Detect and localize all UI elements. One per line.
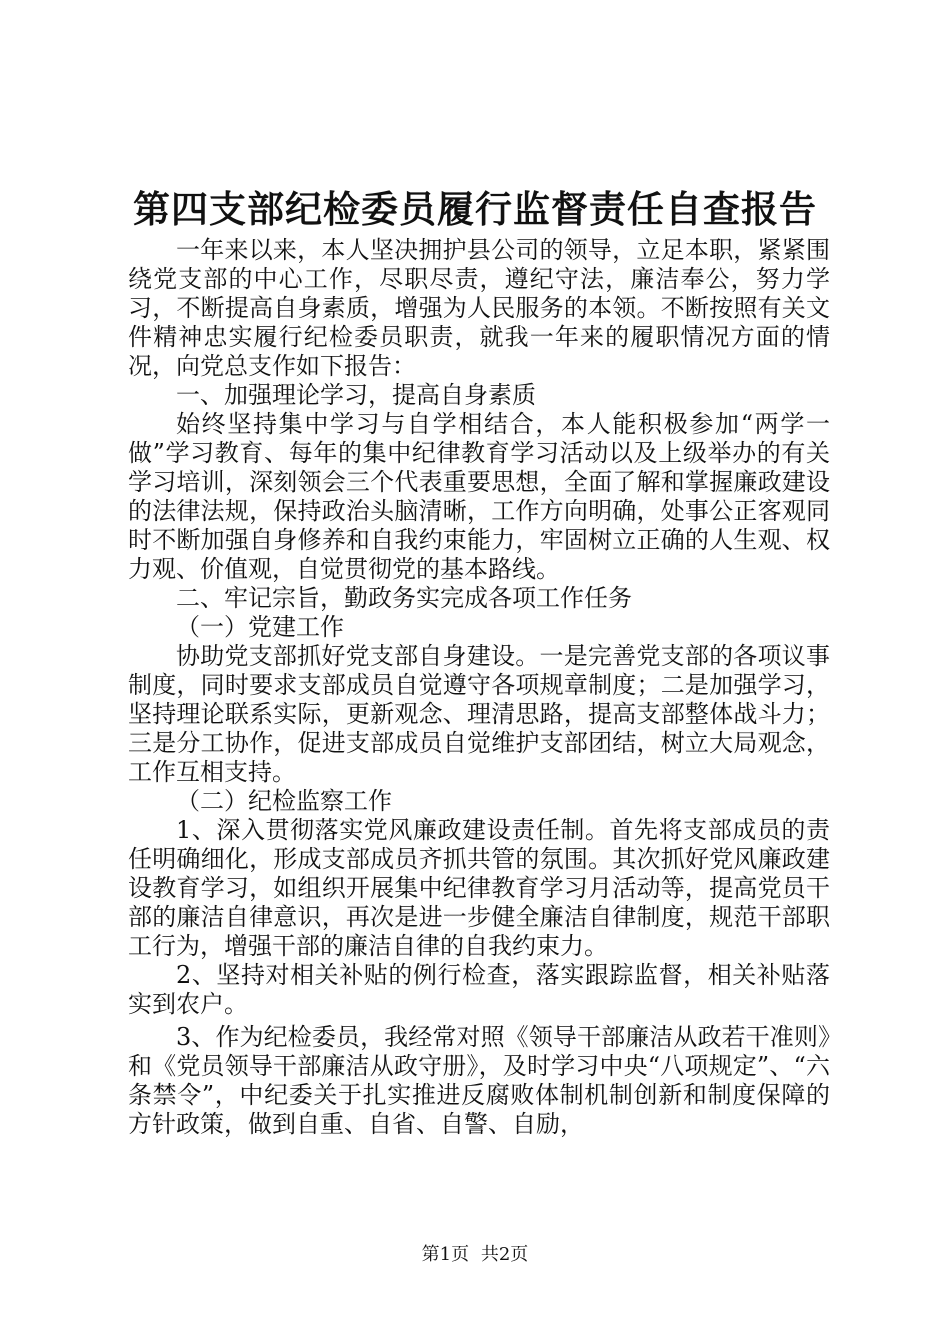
paragraph-discipline-1: 1、深入贯彻落实党风廉政建设责任制。首先将支部成员的责任明确细化，形成支部成员齐抓共管的氛围。其次抓好党风廉政建设教育学习，如组织开展集中纪律教育学习月活动等，提高党员干部的廉洁自律意识，再次是进一步健全廉洁自律制度，规范干部职工行为，增强干部的廉洁自律的自我约束力。 [128, 816, 830, 960]
page-footer [0, 1243, 950, 1267]
paragraph-party-building: 协助党支部抓好党支部自身建设。一是完善党支部的各项议事制度，同时要求支部成员自觉遵守各项规章制度；二是加强学习，坚持理论联系实际，更新观念、理清思路，提高支部整体战斗力；三是分工协作，促进支部成员自觉维护支部团结，树立大局观念，工作互相支持。 [128, 642, 830, 786]
page-number: 第1页 [421, 1244, 470, 1265]
paragraph-intro: 一年来以来，本人坚决拥护县公司的领导，立足本职，紧紧围绕党支部的中心工作，尽职尽责，遵纪守法，廉洁奉公，努力学习，不断提高自身素质，增强为人民服务的本领。不断按照有关文件精神忠实履行纪检委员职责，就我一年来的履职情况方面的情况，向党总支作如下报告： [128, 236, 830, 380]
subsection-heading-party-building: （一）党建工作 [176, 613, 344, 641]
section-heading-2: 二、牢记宗旨，勤政务实完成各项工作任务 [176, 584, 632, 612]
page-total: 共2页 [480, 1244, 529, 1265]
paragraph-discipline-2: 2、坚持对相关补贴的例行检查，落实跟踪监督，相关补贴落实到农户。 [128, 961, 830, 1018]
paragraph-theory-study: 始终坚持集中学习与自学相结合，本人能积极参加“两学一做”学习教育、每年的集中纪律教育学习活动以及上级举办的有关学习培训，深刻领会三个代表重要思想，全面了解和掌握廉政建设的法律法规，保持政治头脑清晰，工作方向明确，处事公正客观同时不断加强自身修养和自我约束能力，牢固树立正确的人生观、权力观、价值观，自觉贯彻党的基本路线。 [128, 410, 830, 583]
subsection-heading-discipline: （二）纪检监察工作 [176, 787, 392, 815]
paragraph-discipline-3: 3、作为纪检委员，我经常对照《领导干部廉洁从政若干准则》和《党员领导干部廉洁从政守册》，及时学习中央“八项规定”、“六条禁令”，中纪委关于扎实推进反腐败体制机制创新和制度保障的方针政策，做到自重、自省、自警、自励， [128, 1023, 830, 1138]
document-title: 第四支部纪检委员履行监督责任自查报告 [133, 187, 817, 231]
document-body [128, 236, 830, 1139]
section-heading-1: 一、加强理论学习，提高自身素质 [176, 381, 536, 409]
